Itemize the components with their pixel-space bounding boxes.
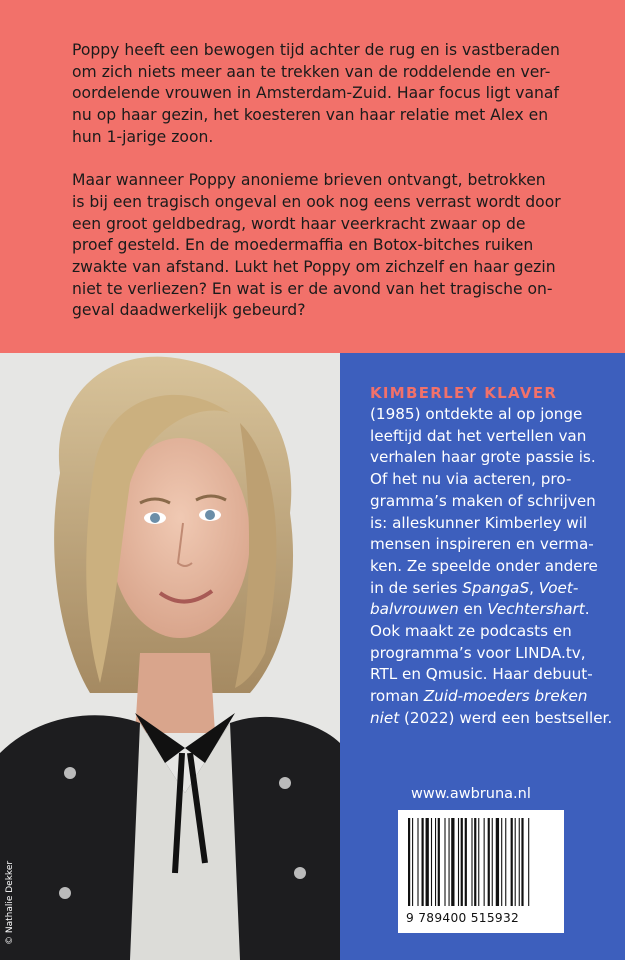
bio-line: programma’s voor LINDA.tv, (370, 643, 586, 662)
barcode-bar (521, 818, 523, 906)
barcode-bar (465, 818, 467, 906)
book-title: niet (370, 708, 400, 727)
bio-line (370, 578, 610, 600)
blurb-line: niet te verliezen? En wat is er de avond van het tragische on- (72, 279, 553, 298)
bio-line: is: alleskunner Kimberley wil (370, 513, 588, 532)
bio-text: , (529, 578, 539, 597)
barcode-bar (426, 818, 429, 906)
bio-line: Ook maakt ze podcasts en (370, 622, 572, 641)
bio-text: . (584, 600, 590, 619)
bio-line: mensen inspireren en verma- (370, 535, 594, 554)
bio-text: en (458, 600, 488, 619)
barcode-bar (501, 818, 502, 906)
series-title: SpangaS (462, 578, 530, 597)
blurb-line: nu op haar gezin, het koesteren van haar relatie met Alex en (72, 106, 549, 125)
bio-line: (1985) ontdekte al op jonge (370, 405, 583, 423)
barcode-bar (505, 818, 506, 906)
barcode-bar (412, 818, 413, 906)
blurb-line: oordelende vrouwen in Amsterdam-Zuid. Haar focus ligt vanaf (72, 84, 559, 103)
barcode-bar (451, 818, 454, 906)
blurb-line: geval daadwerkelijk gebeurd? (72, 301, 306, 320)
barcode-bar (435, 818, 436, 906)
blurb-line: hun 1-jarige zoon. (72, 127, 214, 146)
barcode-bar (471, 818, 472, 906)
book-title: Zuid-moeders breken (423, 687, 588, 706)
barcode-bars (398, 810, 564, 910)
barcode-bar (488, 818, 490, 906)
bio-line: verhalen haar grote passie is. (370, 448, 596, 467)
bio-text: in de series (370, 578, 463, 597)
bio-line: leeftijd dat het vertellen van (370, 426, 587, 445)
barcode-bar (519, 818, 520, 906)
blurb-line: is bij een tragisch ongeval en ook nog eens verrast wordt door (72, 192, 561, 211)
series-title: balvrouwen (370, 600, 459, 619)
bio-line: gramma’s maken of schrijven (370, 491, 596, 510)
blurb-paragraph-1 (72, 40, 572, 149)
blurb-line: zwakte van afstand. Lukt het Poppy om zichzelf en haar gezin (72, 258, 556, 277)
isbn-barcode (398, 810, 564, 933)
barcode-bar (474, 818, 476, 906)
barcode-bar (438, 818, 440, 906)
blurb-panel (0, 0, 625, 353)
barcode-bar (528, 818, 529, 906)
blurb-line: Maar wanneer Poppy anonieme brieven ontvangt, betrokken (72, 171, 546, 190)
barcode-bar (484, 818, 485, 906)
blurb-line: Poppy heeft een bewogen tijd achter de rug en is vastberaden (72, 41, 560, 59)
barcode-bar (431, 818, 432, 906)
bio-line (370, 599, 610, 621)
blurb-line: een groot geldbedrag, wordt haar veerkracht zwaar op de (72, 214, 526, 233)
barcode-bar (515, 818, 516, 906)
bio-line: Of het nu via acteren, pro- (370, 470, 572, 489)
barcode-bar (408, 818, 410, 906)
barcode-bar (417, 818, 418, 906)
blurb-line: om zich niets meer aan te trekken van de roddelende en ver- (72, 62, 551, 81)
author-name: KIMBERLEY KLAVER (370, 384, 558, 402)
bio-line (370, 708, 613, 730)
bio-text: (2022) werd een bestseller. (399, 708, 613, 727)
blurb-paragraph-2 (72, 170, 572, 322)
blurb-line: proef gesteld. En de moedermaffia en Botox-bitches ruiken (72, 236, 534, 255)
barcode-bar (496, 818, 499, 906)
series-title: Vechtershart (487, 600, 585, 619)
barcode-bar (511, 818, 513, 906)
barcode-bar (461, 818, 463, 906)
barcode-bar (422, 818, 424, 906)
barcode-bar (458, 818, 459, 906)
barcode-bar (444, 818, 445, 906)
barcode-bar (449, 818, 450, 906)
barcode-bar (478, 818, 479, 906)
bio-line (370, 686, 610, 708)
author-bio (370, 404, 613, 730)
bio-line: ken. Ze speelde onder andere (370, 556, 598, 575)
barcode-bar (492, 818, 493, 906)
photo-credit: © Nathalie Dekker (5, 860, 15, 945)
author-portrait-illustration (0, 353, 340, 960)
bio-text: roman (370, 687, 424, 706)
bio-line: RTL en Qmusic. Haar debuut- (370, 665, 593, 684)
publisher-website: www.awbruna.nl (411, 786, 531, 802)
isbn-number: 9 789400 515932 (406, 911, 520, 925)
book-blurb (72, 40, 572, 344)
series-title: Voet- (538, 578, 579, 597)
author-photo (0, 353, 340, 960)
